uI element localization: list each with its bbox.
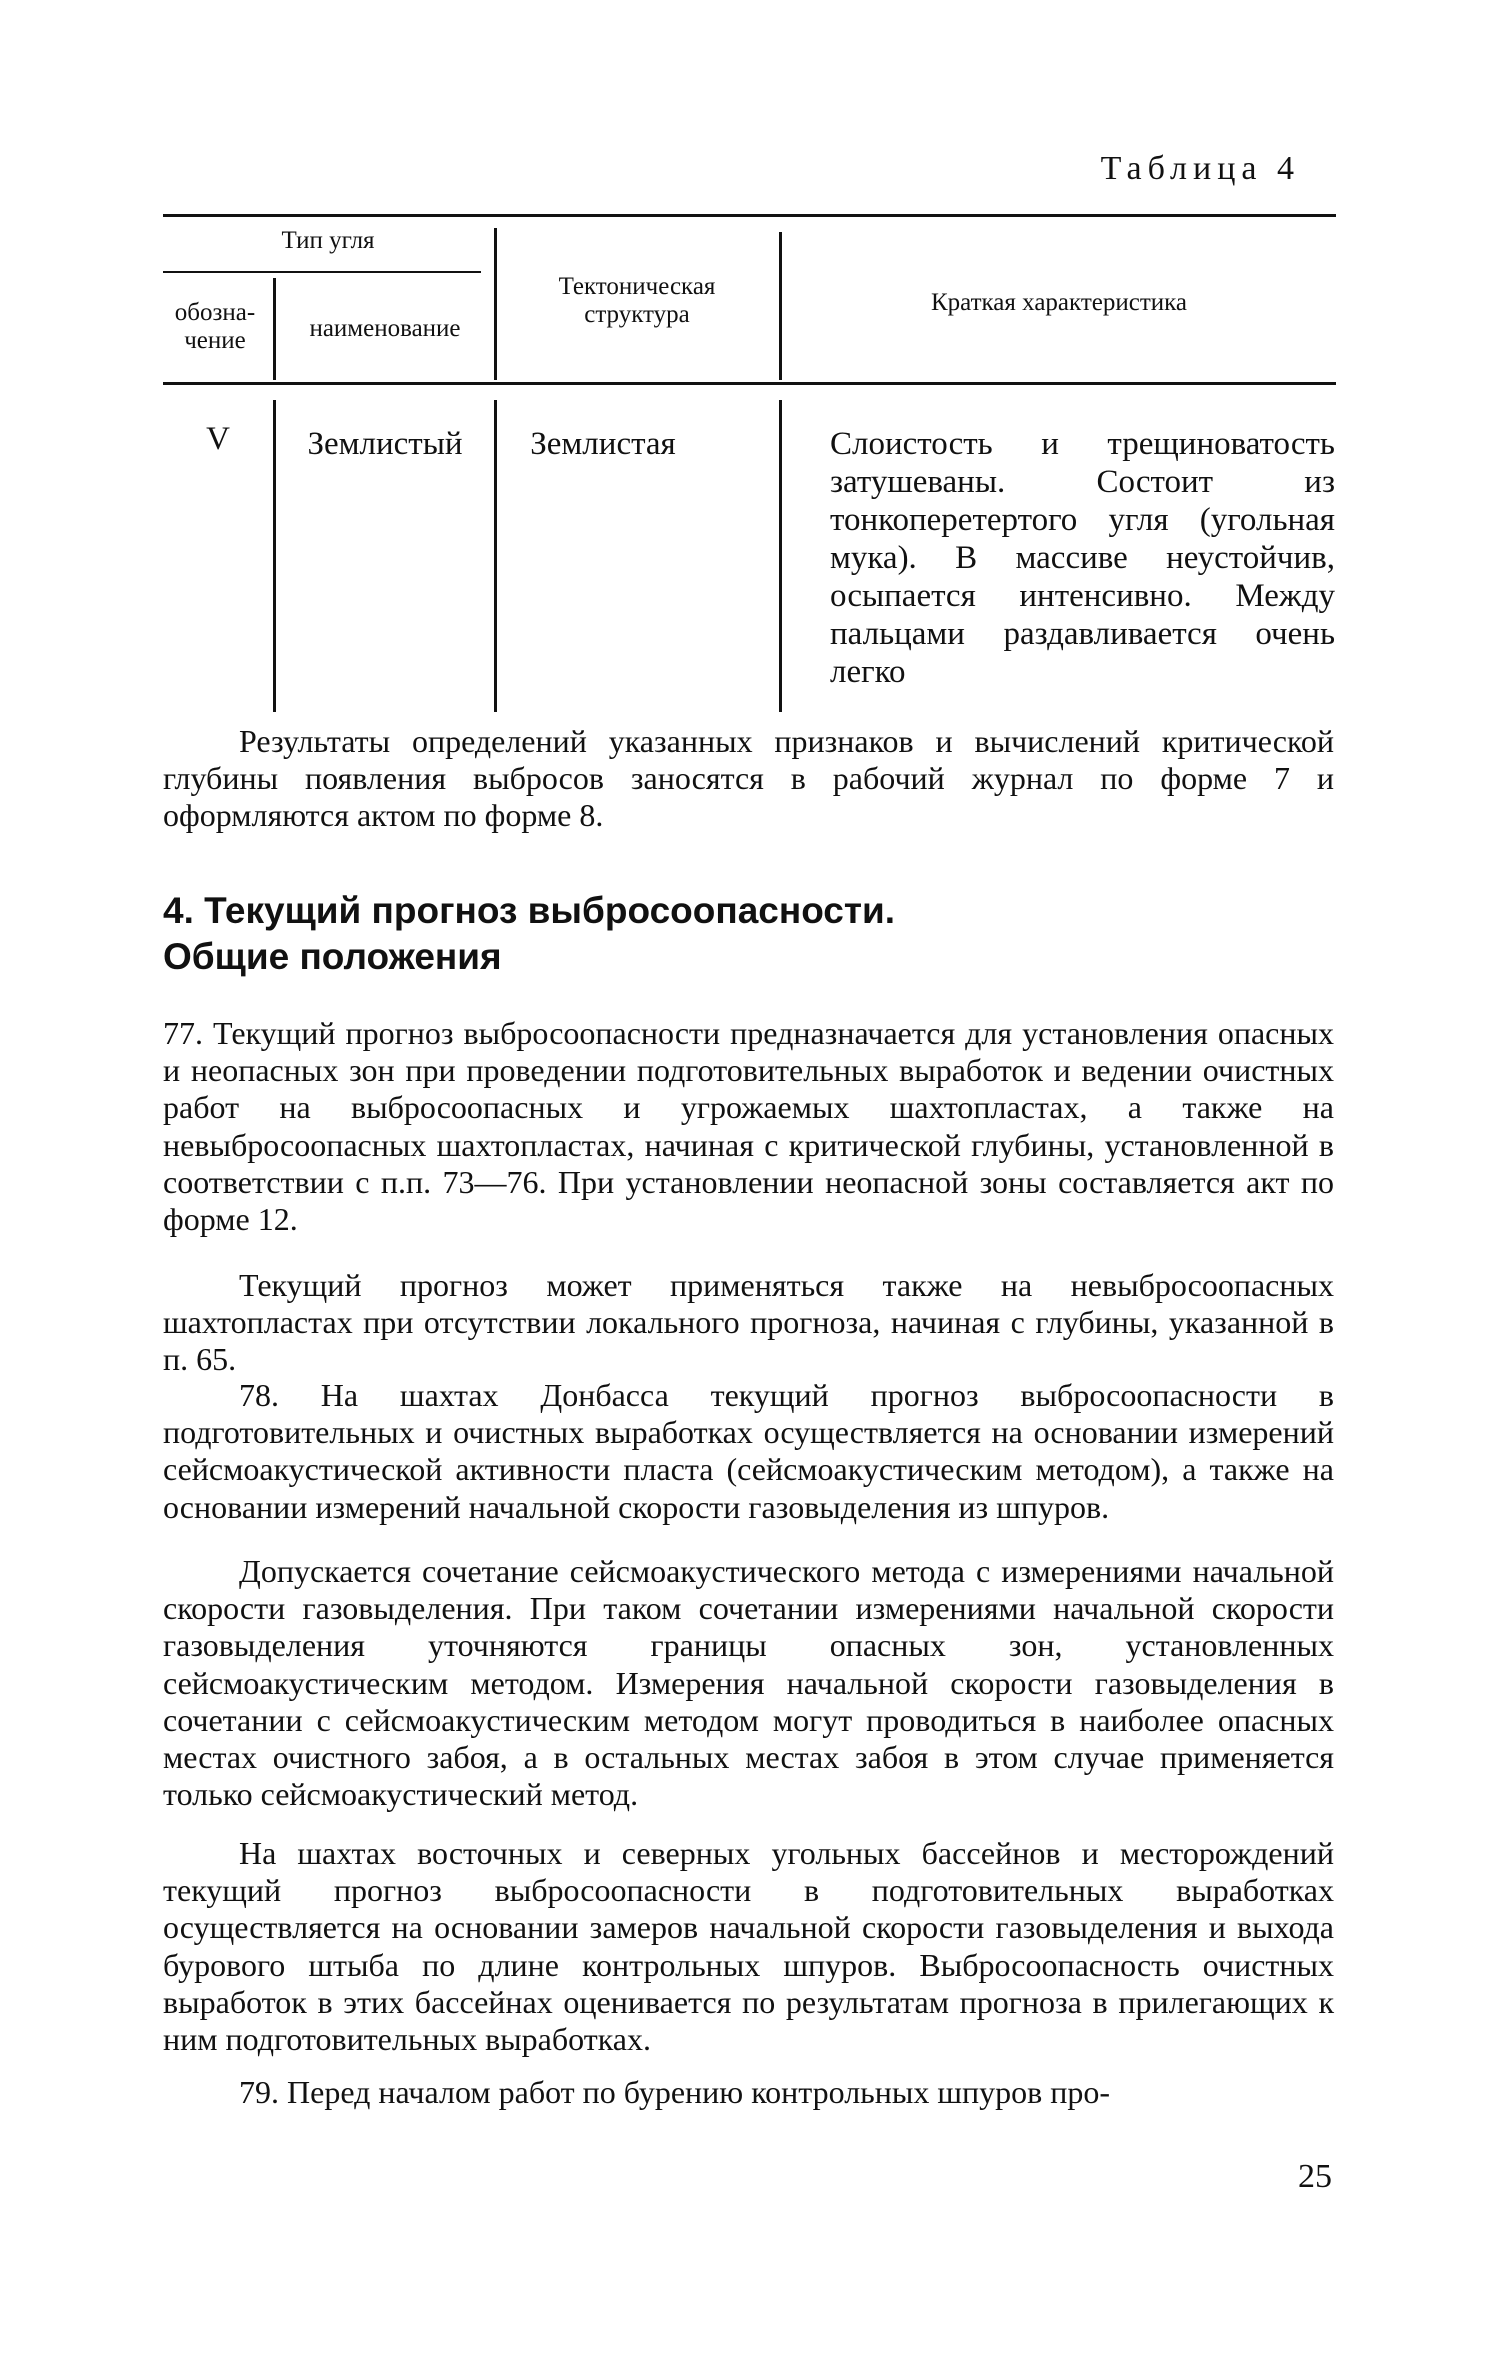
cell-name: Землистый [307, 426, 463, 462]
header-name: наименование [309, 315, 461, 342]
paragraph-77: 77. Текущий прогноз выбросоопасности предназначается для установления опасных и неопасных зон при проведении подготовительных выработок и ведении очистных работ на выбросоопасных и угрожаемых шахтопластах, а также на невыбросоопасных шахтопластах, начиная с критической глубины, установленной в соответствии с п.п. 73—76. При установлении неопасной зоны составляется акт по форме 12. [163, 1015, 1334, 1238]
header-designation-line1: обозна- [174, 299, 256, 326]
cell-description: Слоистость и трещиноватость затушеваны. Состоит из тонкоперетертого угля (угольная мука). В массиве неустойчив, осыпается интенсивно. Между пальцами раздавливается очень легко [830, 426, 1335, 690]
table-caption: Таблица 4 [1100, 150, 1300, 187]
header-description: Краткая характеристика [930, 289, 1187, 316]
paragraph-77-continued: Текущий прогноз может применяться также на невыбросоопасных шахтопластах при отсутствии локального прогноза, начиная с глубины, указанной в п. 65. [163, 1267, 1334, 1378]
cell-designation: V [206, 421, 230, 457]
page-number: 25 [1298, 2158, 1332, 2195]
intro-paragraph: Результаты определений указанных признаков и вычислений критической глубины появления выбросов заносятся в рабочий журнал по форме 7 и оформляются актом по форме 8. [163, 723, 1334, 834]
paragraph-78-combination: Допускается сочетание сейсмоакустического метода с измерениями начальной скорости газовыделения. При таком сочетании измерениями начальной скорости газовыделения уточняются границы опасных зон, установленных сейсмоакустическим методом. Измерения начальной скорости газовыделения в сочетании с сейсмоакустическим методом могут проводиться в наиболее опасных местах очистного забоя, а в остальных местах забоя в этом случае применяется только сейсмоакустический метод. [163, 1553, 1334, 1813]
header-tectonic-line1: Тектоническая [558, 273, 716, 300]
cell-tectonic: Землистая [530, 426, 676, 462]
paragraph-78-eastern: На шахтах восточных и северных угольных бассейнов и месторождений текущий прогноз выбросоопасности в подготовительных выработках осуществляется на основании замеров начальной скорости газовыделения и выхода бурового штыба по длине контрольных шпуров. Выбросоопасность очистных выработок в этих бассейнах оценивается по результатам прогноза в прилегающих к ним подготовительных выработках. [163, 1835, 1334, 2058]
section-title-line2: Общие положения [163, 936, 502, 977]
section-heading [163, 888, 1334, 980]
header-coal-type: Тип угля [281, 227, 375, 254]
paragraph-79: 79. Перед началом работ по бурению контрольных шпуров про- [239, 2074, 1111, 2110]
column-divider-3-body [779, 400, 782, 712]
coal-type-underline [163, 271, 481, 273]
paragraph-78: 78. На шахтах Донбасса текущий прогноз выбросоопасности в подготовительных и очистных выработках осуществляется на основании измерений сейсмоакустической активности пласта (сейсмоакустическим методом), а также на основании измерений начальной скорости газовыделения из шпуров. [163, 1377, 1334, 1525]
table-top-rule [163, 214, 1336, 217]
header-bottom-rule [163, 382, 1336, 385]
header-tectonic-line2: структура [584, 301, 690, 328]
section-title-line1: 4. Текущий прогноз выбросоопасности. [163, 890, 896, 931]
header-designation-line2: чение [184, 327, 246, 354]
